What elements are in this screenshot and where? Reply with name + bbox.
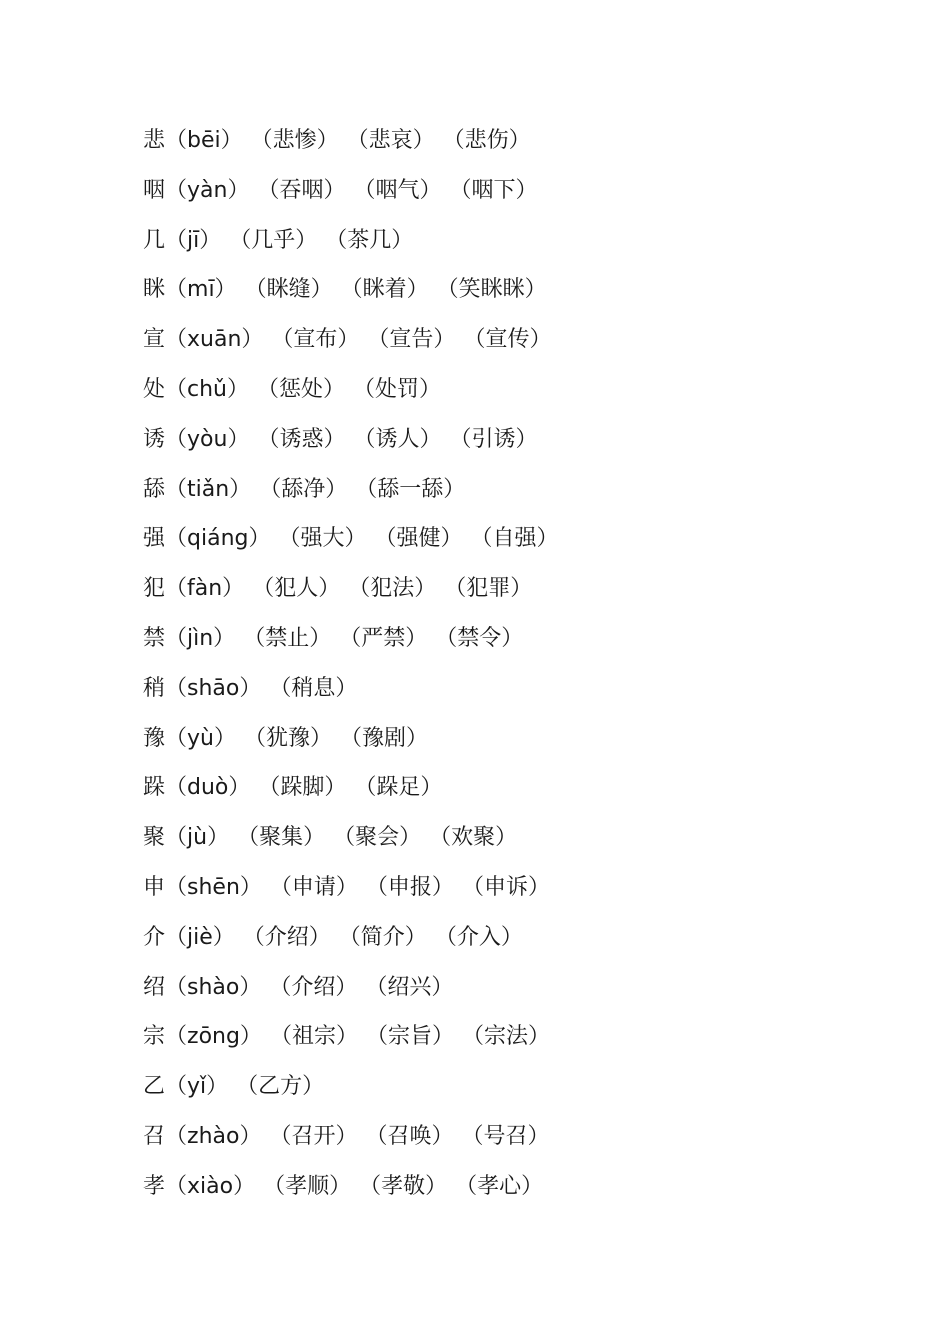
entry-word: （聚会） — [333, 825, 422, 851]
entry-word: （犯法） — [348, 576, 437, 602]
entry-character: 犯 — [143, 576, 166, 602]
vocab-entry — [143, 371, 567, 421]
entry-word: （吞咽） — [257, 177, 346, 203]
entry-character: 几 — [143, 227, 166, 253]
entry-pinyin: （yàn） — [165, 177, 250, 203]
vocab-entry — [143, 1068, 567, 1118]
entry-word: （孝顺） — [263, 1173, 352, 1199]
entry-word: （犯罪） — [444, 576, 533, 602]
vocab-entry — [143, 570, 567, 620]
entry-character: 召 — [143, 1123, 166, 1149]
entry-character: 悲 — [143, 128, 166, 153]
entry-word: （自强） — [470, 526, 559, 552]
entry-word: （号召） — [461, 1123, 550, 1149]
entry-word: （申报） — [365, 874, 454, 900]
entry-pinyin: （qiáng） — [165, 526, 271, 552]
entry-character: 乙 — [143, 1074, 166, 1100]
entry-pinyin: （fàn） — [165, 576, 245, 602]
entry-word: （介绍） — [269, 974, 358, 1000]
entry-word: （悲哀） — [346, 128, 435, 153]
entry-word: （舔净） — [259, 476, 348, 502]
entry-word: （乙方） — [236, 1074, 325, 1100]
entry-word: （稍息） — [269, 675, 358, 701]
entry-pinyin: （xiào） — [165, 1173, 256, 1199]
entry-word: （简介） — [338, 924, 427, 950]
entry-pinyin: （jìn） — [165, 625, 236, 651]
entry-word: （宣布） — [271, 327, 360, 353]
entry-word: （悲伤） — [442, 128, 531, 153]
entry-character: 强 — [143, 526, 166, 552]
entry-character: 舔 — [143, 476, 166, 502]
vocab-entry — [143, 520, 567, 570]
entry-word: （咽气） — [353, 177, 442, 203]
vocab-entry — [143, 969, 567, 1019]
vocab-entry — [143, 720, 567, 770]
vocab-entry — [143, 321, 567, 371]
vocab-entry — [143, 919, 567, 969]
entry-pinyin: （chǔ） — [165, 376, 249, 402]
vocab-entry — [143, 670, 567, 720]
entry-word: （引诱） — [449, 426, 538, 452]
vocab-entry — [143, 222, 567, 272]
entry-pinyin: （shào） — [165, 974, 262, 1000]
entry-character: 诱 — [143, 426, 166, 452]
entry-pinyin: （mī） — [165, 277, 237, 303]
entry-pinyin: （zhào） — [165, 1123, 262, 1149]
entry-character: 宣 — [143, 327, 166, 353]
vocab-entry — [143, 1168, 567, 1218]
entry-word: （惩处） — [257, 376, 346, 402]
entry-word: （强大） — [278, 526, 367, 552]
entry-word: （宗旨） — [365, 1024, 454, 1050]
entry-word: （召唤） — [365, 1123, 454, 1149]
vocab-entry — [143, 122, 567, 172]
vocab-entry — [143, 471, 567, 521]
vocab-entry — [143, 172, 567, 222]
entry-character: 眯 — [143, 277, 166, 303]
entry-word: （犯人） — [252, 576, 341, 602]
entry-word: （眯缝） — [244, 277, 333, 303]
entry-word: （祖宗） — [269, 1024, 358, 1050]
entry-pinyin: （jù） — [165, 825, 230, 851]
entry-pinyin: （jiè） — [165, 924, 235, 950]
entry-word: （犹豫） — [243, 725, 332, 751]
entry-word: （悲惨） — [250, 128, 339, 153]
vocab-entry — [143, 819, 567, 869]
entry-character: 稍 — [143, 675, 166, 701]
entry-word: （跺足） — [354, 775, 443, 801]
entry-character: 咽 — [143, 177, 166, 203]
entry-character: 豫 — [143, 725, 166, 751]
entry-word: （申请） — [269, 874, 358, 900]
entry-character: 跺 — [143, 775, 166, 801]
entry-word: （茶几） — [325, 227, 414, 253]
vocab-entry — [143, 869, 567, 919]
entry-word: （召开） — [269, 1123, 358, 1149]
entry-word: （宗法） — [461, 1024, 550, 1050]
entry-word: （舔一舔） — [355, 476, 466, 502]
entry-word: （孝敬） — [359, 1173, 448, 1199]
entry-word: （禁止） — [243, 625, 332, 651]
entry-word: （绍兴） — [365, 974, 454, 1000]
entry-pinyin: （bēi） — [165, 128, 243, 153]
entry-word: （诱惑） — [257, 426, 346, 452]
entry-pinyin: （yòu） — [165, 426, 250, 452]
vocab-entry — [143, 421, 567, 471]
entry-word: （几乎） — [229, 227, 318, 253]
entry-word: （咽下） — [449, 177, 538, 203]
entry-pinyin: （duò） — [165, 775, 251, 801]
entry-word: （诱人） — [353, 426, 442, 452]
entry-character: 宗 — [143, 1024, 166, 1050]
vocab-entry — [143, 271, 567, 321]
entry-character: 聚 — [143, 825, 166, 851]
entry-character: 介 — [143, 924, 166, 950]
entry-pinyin: （yù） — [165, 725, 236, 751]
entry-word: （处罚） — [353, 376, 442, 402]
entry-word: （豫剧） — [340, 725, 429, 751]
entry-character: 处 — [143, 376, 166, 402]
entry-word: （申诉） — [461, 874, 550, 900]
entry-pinyin: （yǐ） — [165, 1074, 229, 1100]
entry-character: 申 — [143, 874, 166, 900]
entry-word: （严禁） — [339, 625, 428, 651]
entry-word: （跺脚） — [258, 775, 347, 801]
entry-pinyin: （xuān） — [165, 327, 264, 353]
entry-word: （禁令） — [435, 625, 524, 651]
entry-word: （孝心） — [455, 1173, 544, 1199]
entry-word: （聚集） — [237, 825, 326, 851]
vocab-entry — [143, 620, 567, 670]
entry-pinyin: （tiǎn） — [165, 476, 252, 502]
entry-character: 绍 — [143, 974, 166, 1000]
vocabulary-list — [143, 122, 567, 1218]
entry-word: （介入） — [434, 924, 523, 950]
entry-word: （欢聚） — [429, 825, 518, 851]
entry-pinyin: （shēn） — [165, 874, 262, 900]
vocab-entry — [143, 1018, 567, 1068]
entry-pinyin: （shāo） — [165, 675, 262, 701]
entry-word: （宣传） — [463, 327, 552, 353]
entry-word: （笑眯眯） — [436, 277, 547, 303]
entry-word: （眯着） — [340, 277, 429, 303]
vocab-entry — [143, 1118, 567, 1168]
entry-pinyin: （jī） — [165, 227, 222, 253]
entry-character: 孝 — [143, 1173, 166, 1199]
entry-pinyin: （zōng） — [165, 1024, 262, 1050]
entry-word: （强健） — [374, 526, 463, 552]
entry-character: 禁 — [143, 625, 166, 651]
vocab-entry — [143, 769, 567, 819]
entry-word: （介绍） — [242, 924, 331, 950]
entry-word: （宣告） — [367, 327, 456, 353]
